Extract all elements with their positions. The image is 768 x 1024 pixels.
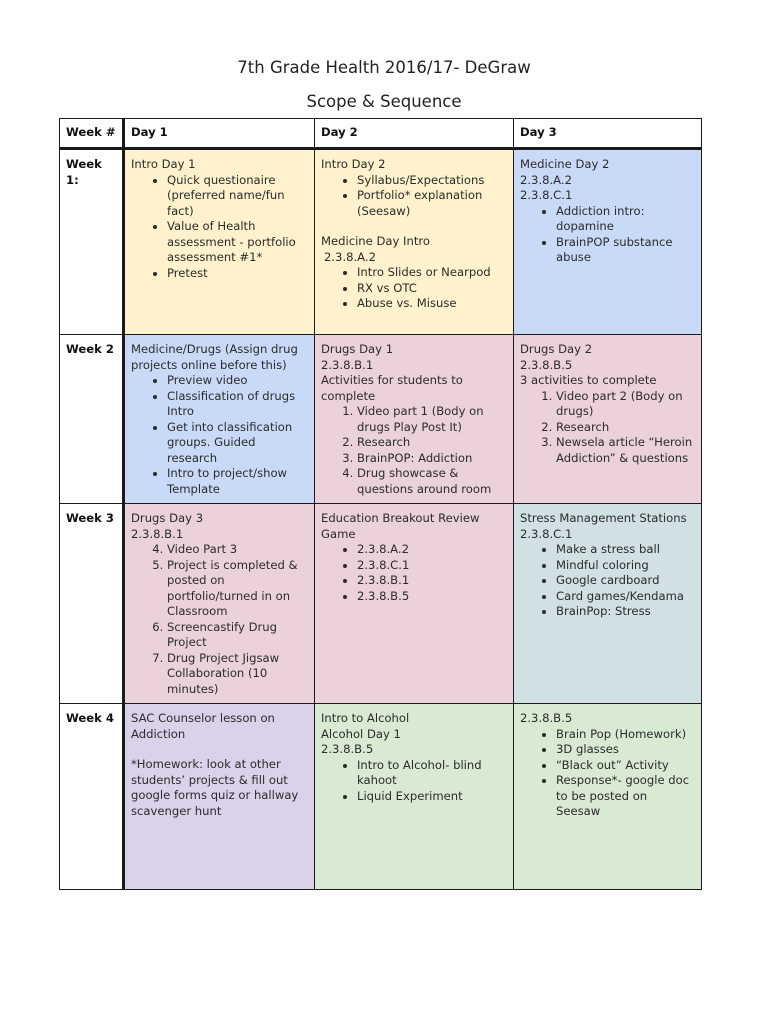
bullet-list bbox=[520, 542, 695, 620]
list-item: • Intro Slides or Nearpod bbox=[357, 265, 507, 281]
bullet-list bbox=[131, 173, 308, 282]
bullet-list bbox=[520, 204, 695, 266]
list-item: • Intro to project/show Template bbox=[167, 466, 308, 497]
list-item: 4. Video Part 3 bbox=[167, 542, 308, 558]
list-item: • Quick questionaire (preferred name/fun fact) bbox=[167, 173, 308, 220]
cell-week1-day3 bbox=[514, 149, 702, 335]
table-row bbox=[60, 704, 702, 890]
numbered-list bbox=[131, 542, 308, 697]
bullet-list bbox=[321, 758, 507, 805]
header-day-3: Day 3 bbox=[514, 119, 702, 149]
cell-text: Medicine Day 2 bbox=[520, 157, 610, 171]
list-item: • Brain Pop (Homework) bbox=[556, 727, 695, 743]
cell-text: *Homework: look at other students’ projects & fill out google forms quiz or hallway scavenger hunt bbox=[131, 757, 299, 818]
cell-week4-day2 bbox=[315, 704, 514, 890]
header-day-1: Day 1 bbox=[124, 119, 315, 149]
cell-text: Medicine Day Intro bbox=[321, 234, 430, 248]
cell-week2-day1 bbox=[124, 335, 315, 504]
list-item: 3. Newsela article “Heroin Addiction” & questions bbox=[556, 435, 695, 466]
cell-text: SAC Counselor lesson on Addiction bbox=[131, 711, 275, 741]
cell-text: Intro to Alcohol bbox=[321, 711, 410, 725]
list-item: • Liquid Experiment bbox=[357, 789, 507, 805]
list-item: • Pretest bbox=[167, 266, 308, 282]
cell-text: Alcohol Day 1 bbox=[321, 726, 401, 741]
cell-text: Medicine/Drugs (Assign drug projects online before this) bbox=[131, 342, 298, 372]
header-week: Week # bbox=[60, 119, 124, 149]
list-item: • 2.3.8.B.5 bbox=[357, 589, 507, 605]
numbered-list bbox=[321, 404, 507, 497]
list-item: 6. Screencastify Drug Project bbox=[167, 620, 308, 651]
list-item: • Get into classification groups. Guided research bbox=[167, 420, 308, 467]
list-item: • Make a stress ball bbox=[556, 542, 695, 558]
header-row bbox=[60, 119, 702, 149]
week-label: Week 4 bbox=[60, 704, 124, 890]
standard-code: 2.3.8.C.1 bbox=[520, 526, 573, 541]
document-subtitle: Scope & Sequence bbox=[306, 92, 462, 111]
standard-code: 2.3.8.B.5 bbox=[520, 357, 573, 372]
list-item: • Card games/Kendama bbox=[556, 589, 695, 605]
week-label: Week 3 bbox=[60, 504, 124, 704]
list-item: • 3D glasses bbox=[556, 742, 695, 758]
list-item: 5. Project is completed & posted on portfolio/turned in on Classroom bbox=[167, 558, 308, 620]
bullet-list bbox=[321, 173, 507, 220]
standard-code: 2.3.8.B.1 bbox=[131, 526, 184, 541]
cell-text: Intro Day 2 bbox=[321, 157, 386, 171]
cell-week4-day1 bbox=[124, 704, 315, 890]
list-item: 2. Research bbox=[357, 435, 507, 451]
cell-text: Activities for students to complete bbox=[321, 373, 463, 403]
standard-code: 2.3.8.B.1 bbox=[321, 357, 374, 372]
header-day-2: Day 2 bbox=[315, 119, 514, 149]
cell-week2-day3 bbox=[514, 335, 702, 504]
list-item: • 2.3.8.C.1 bbox=[357, 558, 507, 574]
list-item: • Intro to Alcohol- blind kahoot bbox=[357, 758, 507, 789]
list-item: • Addiction intro: dopamine bbox=[556, 204, 695, 235]
cell-text: Stress Management Stations bbox=[520, 511, 687, 525]
list-item: • Classification of drugs Intro bbox=[167, 389, 308, 420]
cell-week1-day1 bbox=[124, 149, 315, 335]
list-item: 7. Drug Project Jigsaw Collaboration (10 minutes) bbox=[167, 651, 308, 698]
cell-week2-day2 bbox=[315, 335, 514, 504]
list-item: • Syllabus/Expectations bbox=[357, 173, 507, 189]
list-item: 2. Research bbox=[556, 420, 695, 436]
list-item: • Portfolio* explanation (Seesaw) bbox=[357, 188, 507, 219]
list-item: • BrainPop: Stress bbox=[556, 604, 695, 620]
bullet-list bbox=[520, 727, 695, 820]
table-row bbox=[60, 335, 702, 504]
list-item: • RX vs OTC bbox=[357, 281, 507, 297]
cell-text: Drugs Day 3 bbox=[131, 511, 204, 525]
cell-text: 3 activities to complete bbox=[520, 373, 657, 387]
cell-text: Drugs Day 2 bbox=[520, 342, 593, 356]
list-item: • Response*- google doc to be posted on Seesaw bbox=[556, 773, 695, 820]
cell-text: Education Breakout Review Game bbox=[321, 511, 480, 541]
cell-week4-day3 bbox=[514, 704, 702, 890]
list-item: 3. BrainPOP: Addiction bbox=[357, 451, 507, 467]
cell-week3-day1 bbox=[124, 504, 315, 704]
standard-code: 2.3.8.C.1 bbox=[520, 188, 573, 202]
list-item: • Abuse vs. Misuse bbox=[357, 296, 507, 312]
standard-code: 2.3.8.A.2 bbox=[324, 249, 376, 264]
numbered-list bbox=[520, 389, 695, 467]
bullet-list bbox=[321, 542, 507, 604]
week-label: Week 1: bbox=[60, 149, 124, 335]
list-item: • BrainPOP substance abuse bbox=[556, 235, 695, 266]
week-label: Week 2 bbox=[60, 335, 124, 504]
list-item: 1. Video part 1 (Body on drugs Play Post It) bbox=[357, 404, 507, 435]
table-row bbox=[60, 149, 702, 335]
bullet-list bbox=[131, 373, 308, 497]
cell-text: Intro Day 1 bbox=[131, 157, 196, 171]
cell-text: Drugs Day 1 bbox=[321, 342, 394, 356]
list-item: • “Black out” Activity bbox=[556, 758, 695, 774]
cell-week1-day2 bbox=[315, 149, 514, 335]
list-item: • Mindful coloring bbox=[556, 558, 695, 574]
bullet-list bbox=[321, 265, 507, 312]
standard-code: 2.3.8.A.2 bbox=[520, 172, 572, 187]
standard-code: 2.3.8.B.5 bbox=[321, 742, 374, 756]
standard-code: 2.3.8.B.5 bbox=[520, 711, 573, 725]
cell-week3-day2 bbox=[315, 504, 514, 704]
list-item: • 2.3.8.A.2 bbox=[357, 542, 507, 558]
list-item: • Value of Health assessment - portfolio assessment #1* bbox=[167, 219, 308, 266]
list-item: 4. Drug showcase & questions around room bbox=[357, 466, 507, 497]
document-title: 7th Grade Health 2016/17- DeGraw bbox=[237, 58, 531, 77]
table-row bbox=[60, 504, 702, 704]
cell-week3-day3 bbox=[514, 504, 702, 704]
list-item: • 2.3.8.B.1 bbox=[357, 573, 507, 589]
scope-sequence-table bbox=[59, 118, 702, 890]
list-item: 1. Video part 2 (Body on drugs) bbox=[556, 389, 695, 420]
list-item: • Google cardboard bbox=[556, 573, 695, 589]
list-item: • Preview video bbox=[167, 373, 308, 389]
